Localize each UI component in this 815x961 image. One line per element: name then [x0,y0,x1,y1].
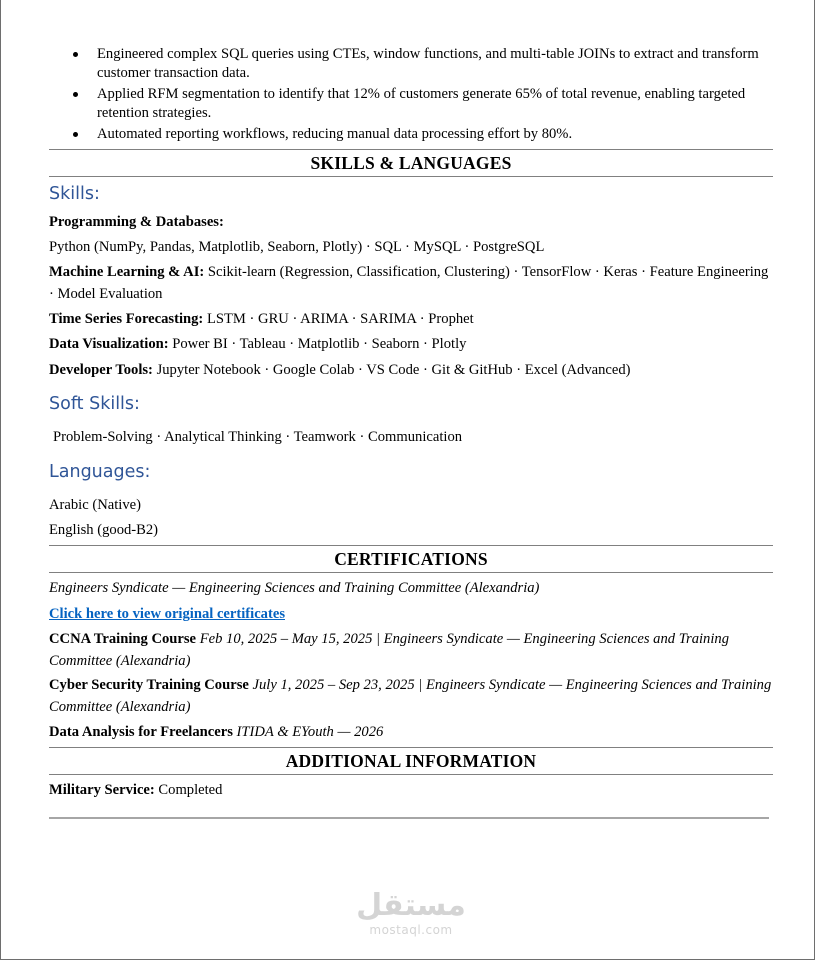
dev-value: Jupyter Notebook · Google Colab · VS Code · Git & GitHub · Excel (Advanced) [152,362,631,378]
cert-freelance-name: Data Analysis for Freelancers [49,724,233,740]
cert-cyber-detail: July 1, 2025 – Sep 23, 2025 | Engineers Syndicate — Engineering Sciences and Training Committee (Alexandria) [49,677,772,715]
skills-section-title: SKILLS & LANGUAGES [49,149,773,177]
ts-value: LSTM · GRU · ARIMA · SARIMA · Prophet [203,311,474,327]
bottom-divider [49,817,769,819]
programming-label: Programming & Databases: [49,214,224,230]
ts-label: Time Series Forecasting: [49,311,204,327]
developer-tools [49,359,773,381]
programming-value: Python (NumPy, Pandas, Matplotlib, Seaborn, Plotly) · SQL · MySQL · PostgreSQL [49,239,545,255]
dev-label: Developer Tools: [49,362,153,378]
bullet-dot-icon [73,132,78,137]
ml-skills [49,261,773,305]
timeseries-skills [49,308,773,330]
watermark-arabic: مستقل [356,888,466,923]
experience-bullet-list [49,45,773,146]
mostaql-watermark [351,888,471,936]
cert-ccna-name: CCNA Training Course [49,631,197,647]
experience-bullet [49,85,773,123]
watermark-latin: mostaql.com [369,923,453,937]
military-value: Completed [154,782,223,798]
soft-skills-subheading: Soft Skills: [49,394,140,414]
military-service [49,779,773,801]
soft-skills-value: Problem-Solving · Analytical Thinking · Teamwork · Communication [53,429,463,445]
experience-bullet-text: Applied RFM segmentation to identify that 12% of customers generate 65% of total revenue, enabling targeted retention strategies. [97,86,746,121]
experience-bullet [49,125,773,144]
cert-ccna [49,628,773,672]
certificates-link-row [49,603,773,625]
bullet-dot-icon [73,92,78,97]
visualization-skills [49,333,773,355]
language-english: English (good-B2) [49,522,159,538]
cert-cyber [49,674,773,718]
experience-bullet-text: Engineered complex SQL queries using CTEs, window functions, and multi-table JOINs to extract and transform customer transaction data. [97,46,759,81]
skills-subheading: Skills: [49,184,100,204]
language-arabic: Arabic (Native) [49,497,141,513]
experience-bullet [49,45,773,83]
view-certificates-link[interactable]: Click here to view original certificates [49,606,285,622]
additional-section-title: ADDITIONAL INFORMATION [49,747,773,775]
experience-bullet-text: Automated reporting workflows, reducing manual data processing effort by 80%. [97,126,573,142]
languages-subheading: Languages: [49,462,151,482]
certification-issuer: Engineers Syndicate — Engineering Sciences and Training Committee (Alexandria) [49,580,540,596]
ml-value: Scikit-learn (Regression, Classification, Clustering) · TensorFlow · Keras · Feature Engineering · Model Evaluation [49,264,769,302]
cert-freelance [49,721,773,743]
ml-label: Machine Learning & AI: [49,264,205,280]
military-label: Military Service: [49,782,155,798]
viz-label: Data Visualization: [49,336,169,352]
cert-ccna-detail: Feb 10, 2025 – May 15, 2025 | Engineers Syndicate — Engineering Sciences and Training Committee (Alexandria) [49,631,729,669]
cert-freelance-detail: ITIDA & EYouth — 2026 [232,724,384,740]
viz-value: Power BI · Tableau · Matplotlib · Seaborn · Plotly [168,336,467,352]
certifications-section-title: CERTIFICATIONS [49,545,773,573]
bullet-dot-icon [73,52,78,57]
cert-cyber-name: Cyber Security Training Course [49,677,249,693]
